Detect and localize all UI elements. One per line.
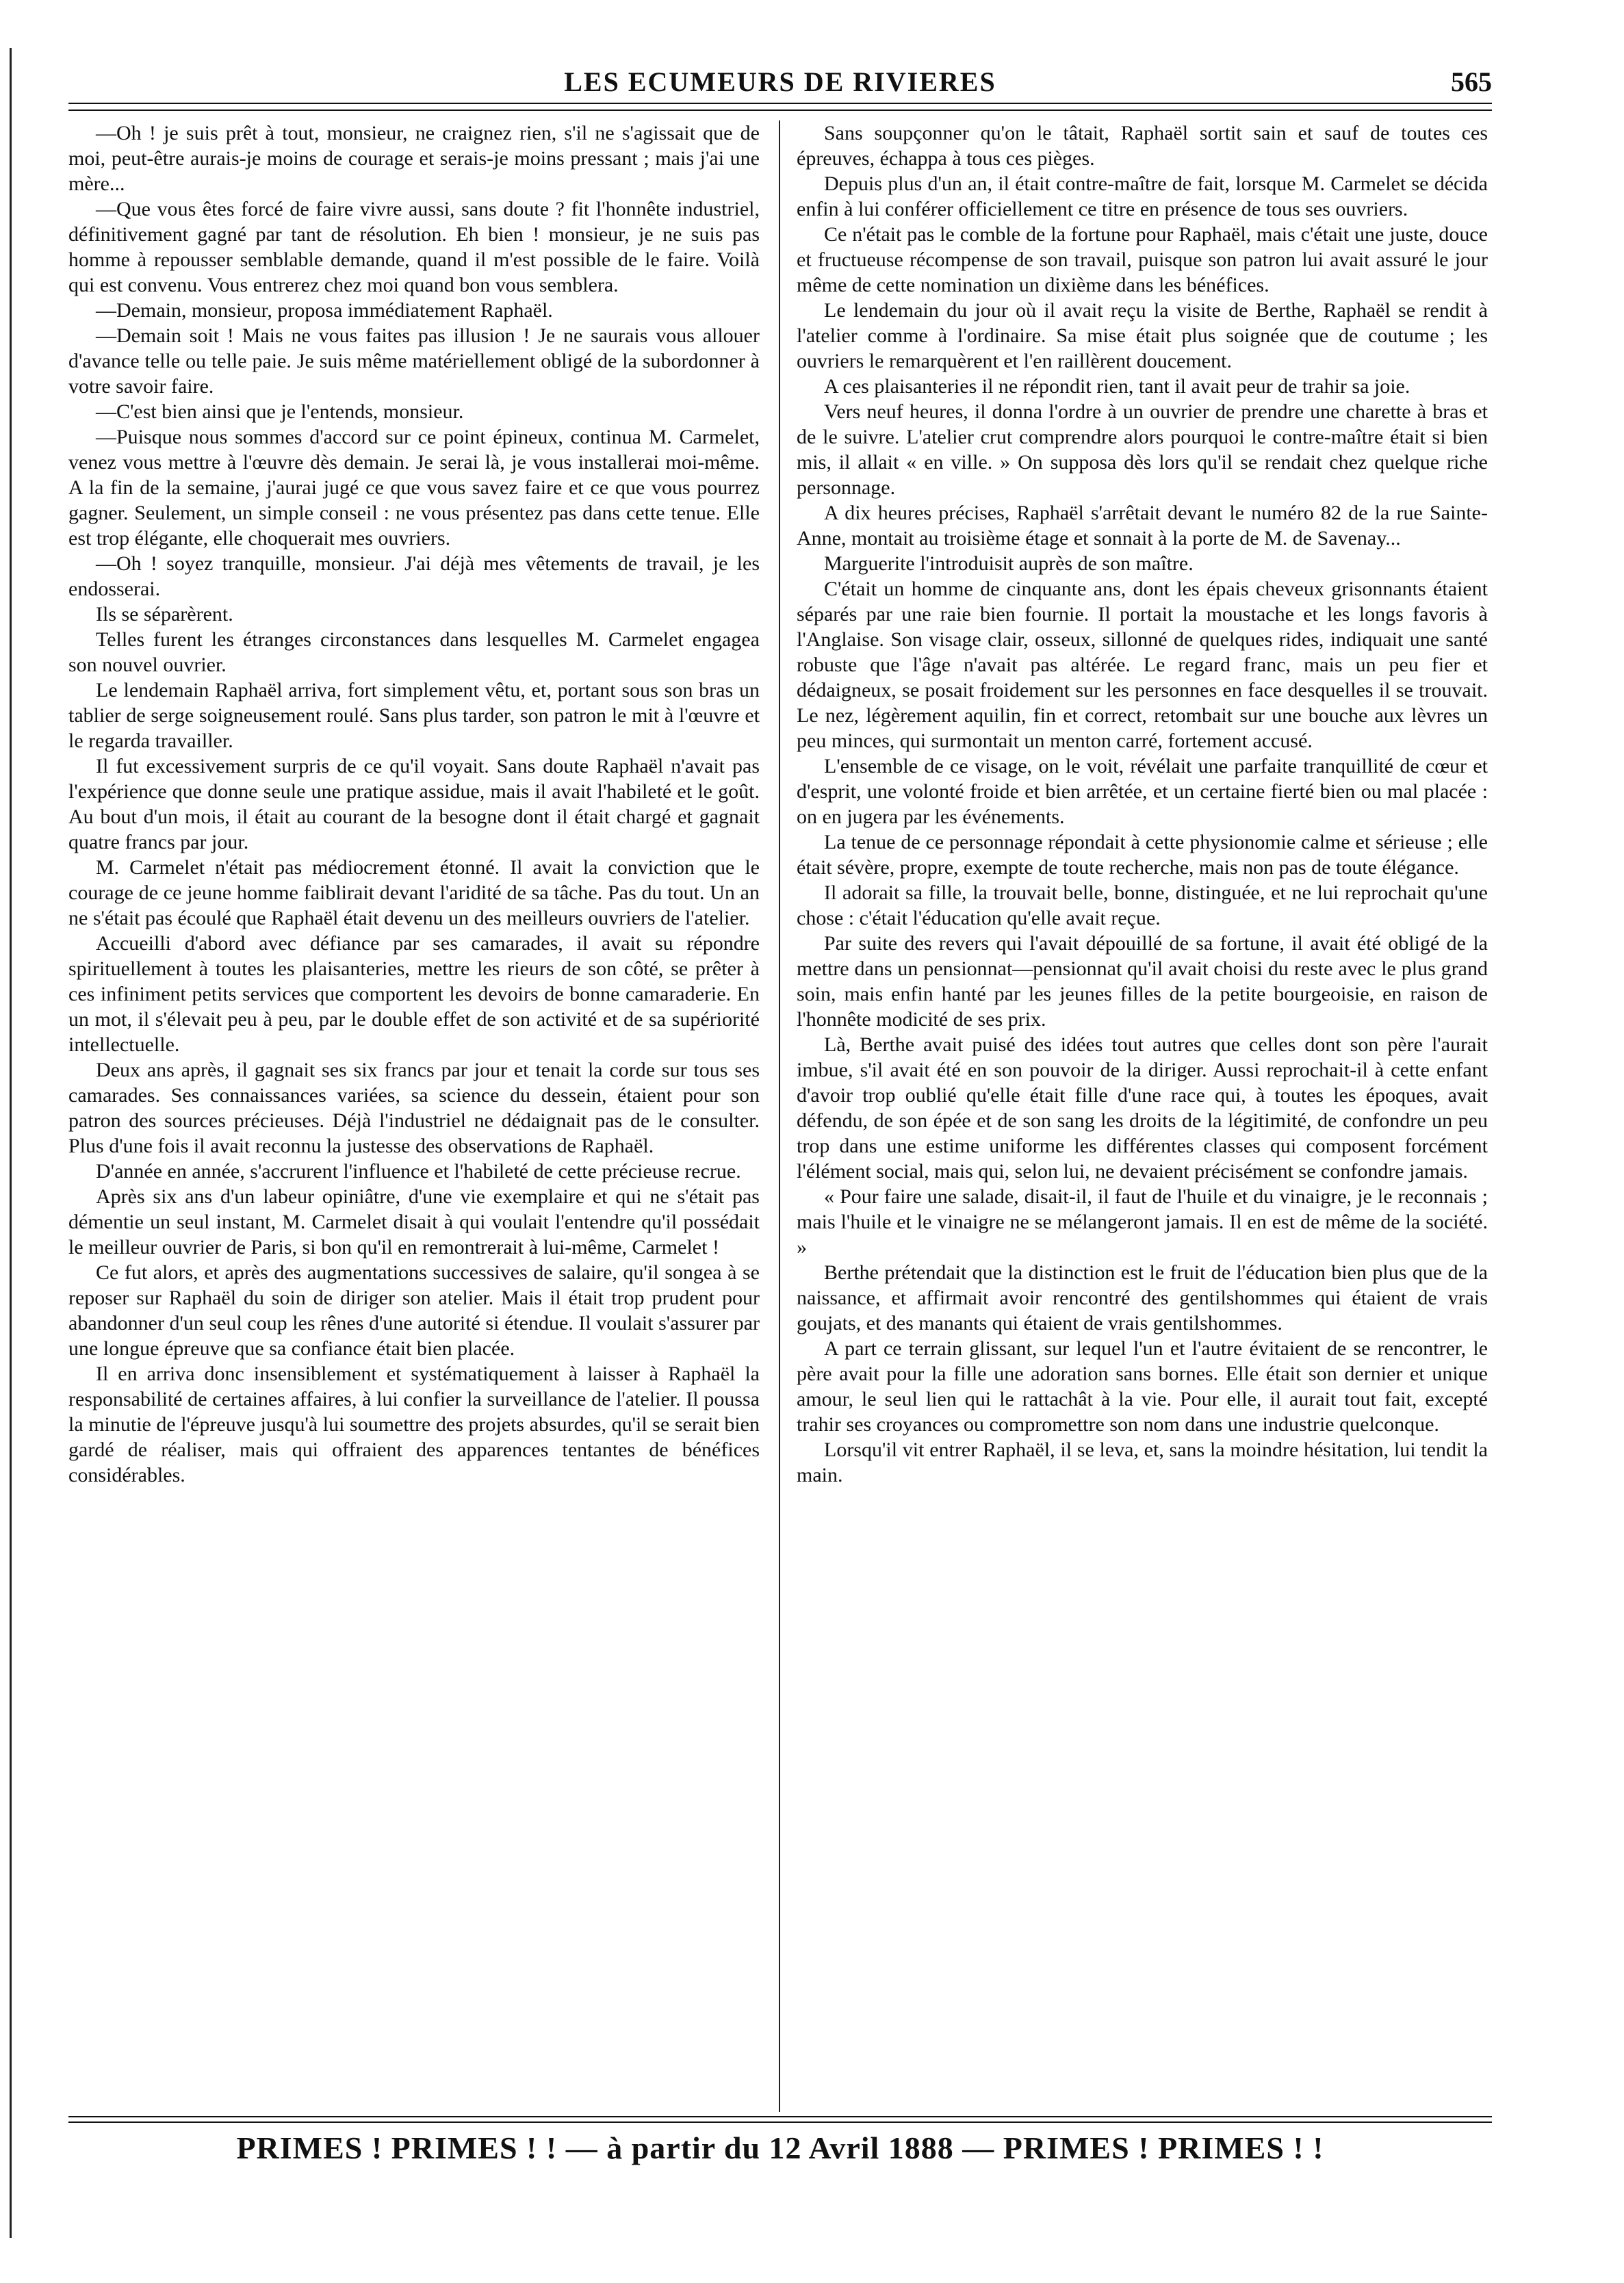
paragraph: Deux ans après, il gagnait ses six francs par jour et tenait la corde sur tous ses camarades. Ses connaissances variées, sa science du dessein, étaient pour son patron des sources précieuses. Déjà l'industriel ne dédaignait pas de le consulter. Plus d'une fois il avait reconnu la justesse des observations de Raphaël. bbox=[68, 1059, 760, 1157]
paragraph: —Puisque nous sommes d'accord sur ce point épineux, continua M. Carmelet, venez vous mettre à l'œuvre dès demain. Je serai là, je vous installerai moi-même. A la fin de la semaine, j'aurai jugé ce que vous savez faire et ce que vous pourrez gagner. Seulement, un simple conseil : ne vous présentez pas dans cette tenue. Elle est trop élégante, elle choquerait mes ouvriers. bbox=[68, 426, 760, 550]
paragraph: A part ce terrain glissant, sur lequel l'un et l'autre évitaient de se rencontrer, le père avait pour la fille une adoration sans bornes. Elle était son dernier et unique amour, le seul lien qui le rattachât à la vie. Pour elle, il aurait tout fait, excepté trahir ses croyances ou compromettre son nom dans une industrie quelconque. bbox=[797, 1337, 1488, 1436]
column-divider bbox=[779, 120, 780, 2112]
paragraph: A ces plaisanteries il ne répondit rien, tant il avait peur de trahir sa joie. bbox=[824, 375, 1410, 398]
paragraph: Par suite des revers qui l'avait dépouillé de sa fortune, il avait été obligé de la mettre dans un pensionnat—pensionnat qu'il avait choisi du reste avec le plus grand soin, mais enfin hanté par les jeunes filles de la petite bourgeoisie, en raison de l'honnête modicité de ses prix. bbox=[797, 932, 1488, 1031]
footer-rule bbox=[68, 2116, 1492, 2117]
paragraph: La tenue de ce personnage répondait à cette physionomie calme et sérieuse ; elle était sévère, propre, exempte de toute recherche, mais non pas de toute élégance. bbox=[797, 831, 1488, 879]
paragraph: Berthe prétendait que la distinction est le fruit de l'éducation bien plus que de la naissance, et affirmait avoir rencontré des gentilshommes qui étaient de vrais goujats, et des manants qui étaient de vrais gentilshommes. bbox=[797, 1261, 1488, 1334]
page-edge-rule bbox=[10, 48, 12, 2238]
paragraph: Il en arriva donc insensiblement et systématiquement à laisser à Raphaël la responsabilité de certaines affaires, à lui confier la surveillance de l'atelier. Il poussa la minutie de l'épreuve jusqu'à lui soumettre des projets absurdes, qu'il se serait bien gardé de réaliser, mais qui offraient des apparences tentantes de bénéfices considérables. bbox=[68, 1363, 760, 1486]
paragraph: Le lendemain Raphaël arriva, fort simplement vêtu, et, portant sous son bras un tablier de serge soigneusement roulé. Sans plus tarder, son patron le mit à l'œuvre et le regarda travailler. bbox=[68, 679, 760, 752]
footer-rule-secondary bbox=[68, 2121, 1492, 2123]
paragraph: Telles furent les étranges circonstances dans lesquelles M. Carmelet engagea son nouvel ouvrier. bbox=[68, 628, 760, 676]
page-header bbox=[68, 66, 1492, 100]
paragraph: « Pour faire une salade, disait-il, il faut de l'huile et du vinaigre, je le reconnais ; mais l'huile et le vinaigre ne se mélangeront jamais. Il en est de même de la société. » bbox=[797, 1185, 1488, 1259]
primes-banner: PRIMES ! PRIMES ! ! — à partir du 12 Avril 1888 — PRIMES ! PRIMES ! ! bbox=[236, 2130, 1324, 2165]
paragraph: Vers neuf heures, il donna l'ordre à un ouvrier de prendre une charette à bras et de le suivre. L'atelier crut comprendre alors pourquoi le contre-maître était si bien mis, il allait « en ville. » On supposa dès lors qu'il se rendait chez quelque riche personnage. bbox=[797, 400, 1488, 499]
header-rule-secondary bbox=[68, 109, 1492, 111]
paragraph: Ce n'était pas le comble de la fortune pour Raphaël, mais c'était une juste, douce et fructueuse récompense de son travail, puisque son patron lui avait assuré le jour même de cette nomination un dixième dans les bénéfices. bbox=[797, 223, 1488, 296]
paragraph: —Demain soit ! Mais ne vous faites pas illusion ! Je ne saurais vous allouer d'avance telle ou telle paie. Je suis même matériellement obligé de la subordonner à votre savoir faire. bbox=[68, 324, 760, 398]
paragraph: Après six ans d'un labeur opiniâtre, d'une vie exemplaire et qui ne s'était pas démentie un seul instant, M. Carmelet disait à qui voulait l'entendre qu'il possédait le meilleur ouvrier de Paris, si bon qu'il en remontrerait à lui-même, Carmelet ! bbox=[68, 1185, 760, 1259]
header-rule bbox=[68, 103, 1492, 104]
paragraph: Accueilli d'abord avec défiance par ses camarades, il avait su répondre spirituellement à toutes les plaisanteries, mettre les rieurs de son côté, se prêter à ces infiniment petits services que comportent les devoirs de bonne camaraderie. En un mot, il s'élevait peu à peu, par le double effet de son activité et de sa supériorité intellectuelle. bbox=[68, 932, 760, 1056]
page-number: 565 bbox=[1451, 66, 1492, 97]
paragraph: —Demain, monsieur, proposa immédiatement Raphaël. bbox=[96, 299, 553, 322]
left-column bbox=[68, 120, 760, 2112]
paragraph: A dix heures précises, Raphaël s'arrêtait devant le numéro 82 de la rue Sainte-Anne, montait au troisième étage et sonnait à la porte de M. de Savenay... bbox=[797, 502, 1488, 550]
paragraph: D'année en année, s'accrurent l'influence et l'habileté de cette précieuse recrue. bbox=[96, 1160, 741, 1183]
running-title: LES ECUMEURS DE RIVIERES bbox=[564, 66, 996, 97]
paragraph: M. Carmelet n'était pas médiocrement étonné. Il avait la conviction que le courage de ce jeune homme faiblirait devant l'aridité de sa tâche. Pas du tout. Un an ne s'était pas écoulé que Raphaël était devenu un des meilleurs ouvriers de l'atelier. bbox=[68, 856, 760, 929]
paragraph: Lorsqu'il vit entrer Raphaël, il se leva, et, sans la moindre hésitation, lui tendit la main. bbox=[797, 1439, 1488, 1486]
paragraph: Le lendemain du jour où il avait reçu la visite de Berthe, Raphaël se rendit à l'atelier comme à l'ordinaire. Sa mise était plus soignée que de coutume ; les ouvriers le remarquèrent et l'en raillèrent doucement. bbox=[797, 299, 1488, 372]
paragraph: Il adorait sa fille, la trouvait belle, bonne, distinguée, et ne lui reprochait qu'une chose : c'était l'éducation qu'elle avait reçue. bbox=[797, 881, 1488, 929]
paragraph: —C'est bien ainsi que je l'entends, monsieur. bbox=[96, 400, 464, 423]
text-columns bbox=[68, 120, 1492, 2112]
paragraph: —Oh ! soyez tranquille, monsieur. J'ai déjà mes vêtements de travail, je les endosserai. bbox=[68, 552, 760, 600]
paragraph: Il fut excessivement surpris de ce qu'il voyait. Sans doute Raphaël n'avait pas l'expérience que donne seule une pratique assidue, mais il avait l'habileté et le goût. Au bout d'un mois, il était au courant de la besogne dont il était chargé et gagnait quatre francs par jour. bbox=[68, 755, 760, 853]
paragraph: Sans soupçonner qu'on le tâtait, Raphaël sortit sain et sauf de toutes ces épreuves, échappa à tous ces pièges. bbox=[797, 122, 1488, 170]
paragraph: Depuis plus d'un an, il était contre-maître de fait, lorsque M. Carmelet se décida enfin à lui conférer officiellement ce titre en présence de tous ses ouvriers. bbox=[797, 172, 1488, 220]
paragraph: —Que vous êtes forcé de faire vivre aussi, sans doute ? fit l'honnête industriel, définitivement gagné par tant de résolution. Eh bien ! monsieur, je ne suis pas homme à repousser semblable demande, quand il m'est possible de le faire. Voilà qui est convenu. Vous entrerez chez moi quand bon vous semblera. bbox=[68, 198, 760, 296]
paragraph: L'ensemble de ce visage, on le voit, révélait une parfaite tranquillité de cœur et d'esprit, une volonté froide et bien arrêtée, et un certaine fierté bien ou mal placée : on en jugera par les événements. bbox=[797, 755, 1488, 828]
paragraph: Ce fut alors, et après des augmentations successives de salaire, qu'il songea à se reposer sur Raphaël du soin de diriger son atelier. Mais il était trop prudent pour abandonner d'un seul coup les rênes d'une autorité si étendue. Il voulait s'assurer par une longue épreuve que sa confiance était bien placée. bbox=[68, 1261, 760, 1360]
right-column bbox=[797, 120, 1488, 2112]
paragraph: —Oh ! je suis prêt à tout, monsieur, ne craignez rien, s'il ne s'agissait que de moi, peut-être aurais-je moins de courage et serais-je moins pressant ; mais j'ai une mère... bbox=[68, 122, 760, 195]
paragraph: Là, Berthe avait puisé des idées tout autres que celles dont son père l'aurait imbue, s'il avait été en son pouvoir de la diriger. Aussi reprochait-il à cette enfant d'avoir trop oublié qu'elle était fille d'une race qui, à toutes les époques, avait défendu, de son épée et de son sang les droits de la légitimité, de confondre un peu trop dans une estime uniforme les différentes classes qui composent forcément l'élément social, mais qui, selon lui, ne devaient précisément se confondre jamais. bbox=[797, 1033, 1488, 1183]
paragraph: C'était un homme de cinquante ans, dont les épais cheveux grisonnants étaient séparés par une raie bien fournie. Il portait la moustache et les longs favoris à l'Anglaise. Son visage clair, osseux, sillonné de quelques rides, indiquait une santé robuste que l'âge n'avait pas altérée. Le regard franc, mais un peu fier et dédaigneux, se posait froidement sur les personnes en face desquelles il se trouvait. Le nez, légèrement aquilin, fin et correct, retombait sur une bouche aux lèvres un peu minces, qui surmontait un menton carré, fortement accusé. bbox=[797, 578, 1488, 752]
paragraph: Marguerite l'introduisit auprès de son maître. bbox=[824, 552, 1194, 575]
paragraph: Ils se séparèrent. bbox=[96, 603, 233, 625]
